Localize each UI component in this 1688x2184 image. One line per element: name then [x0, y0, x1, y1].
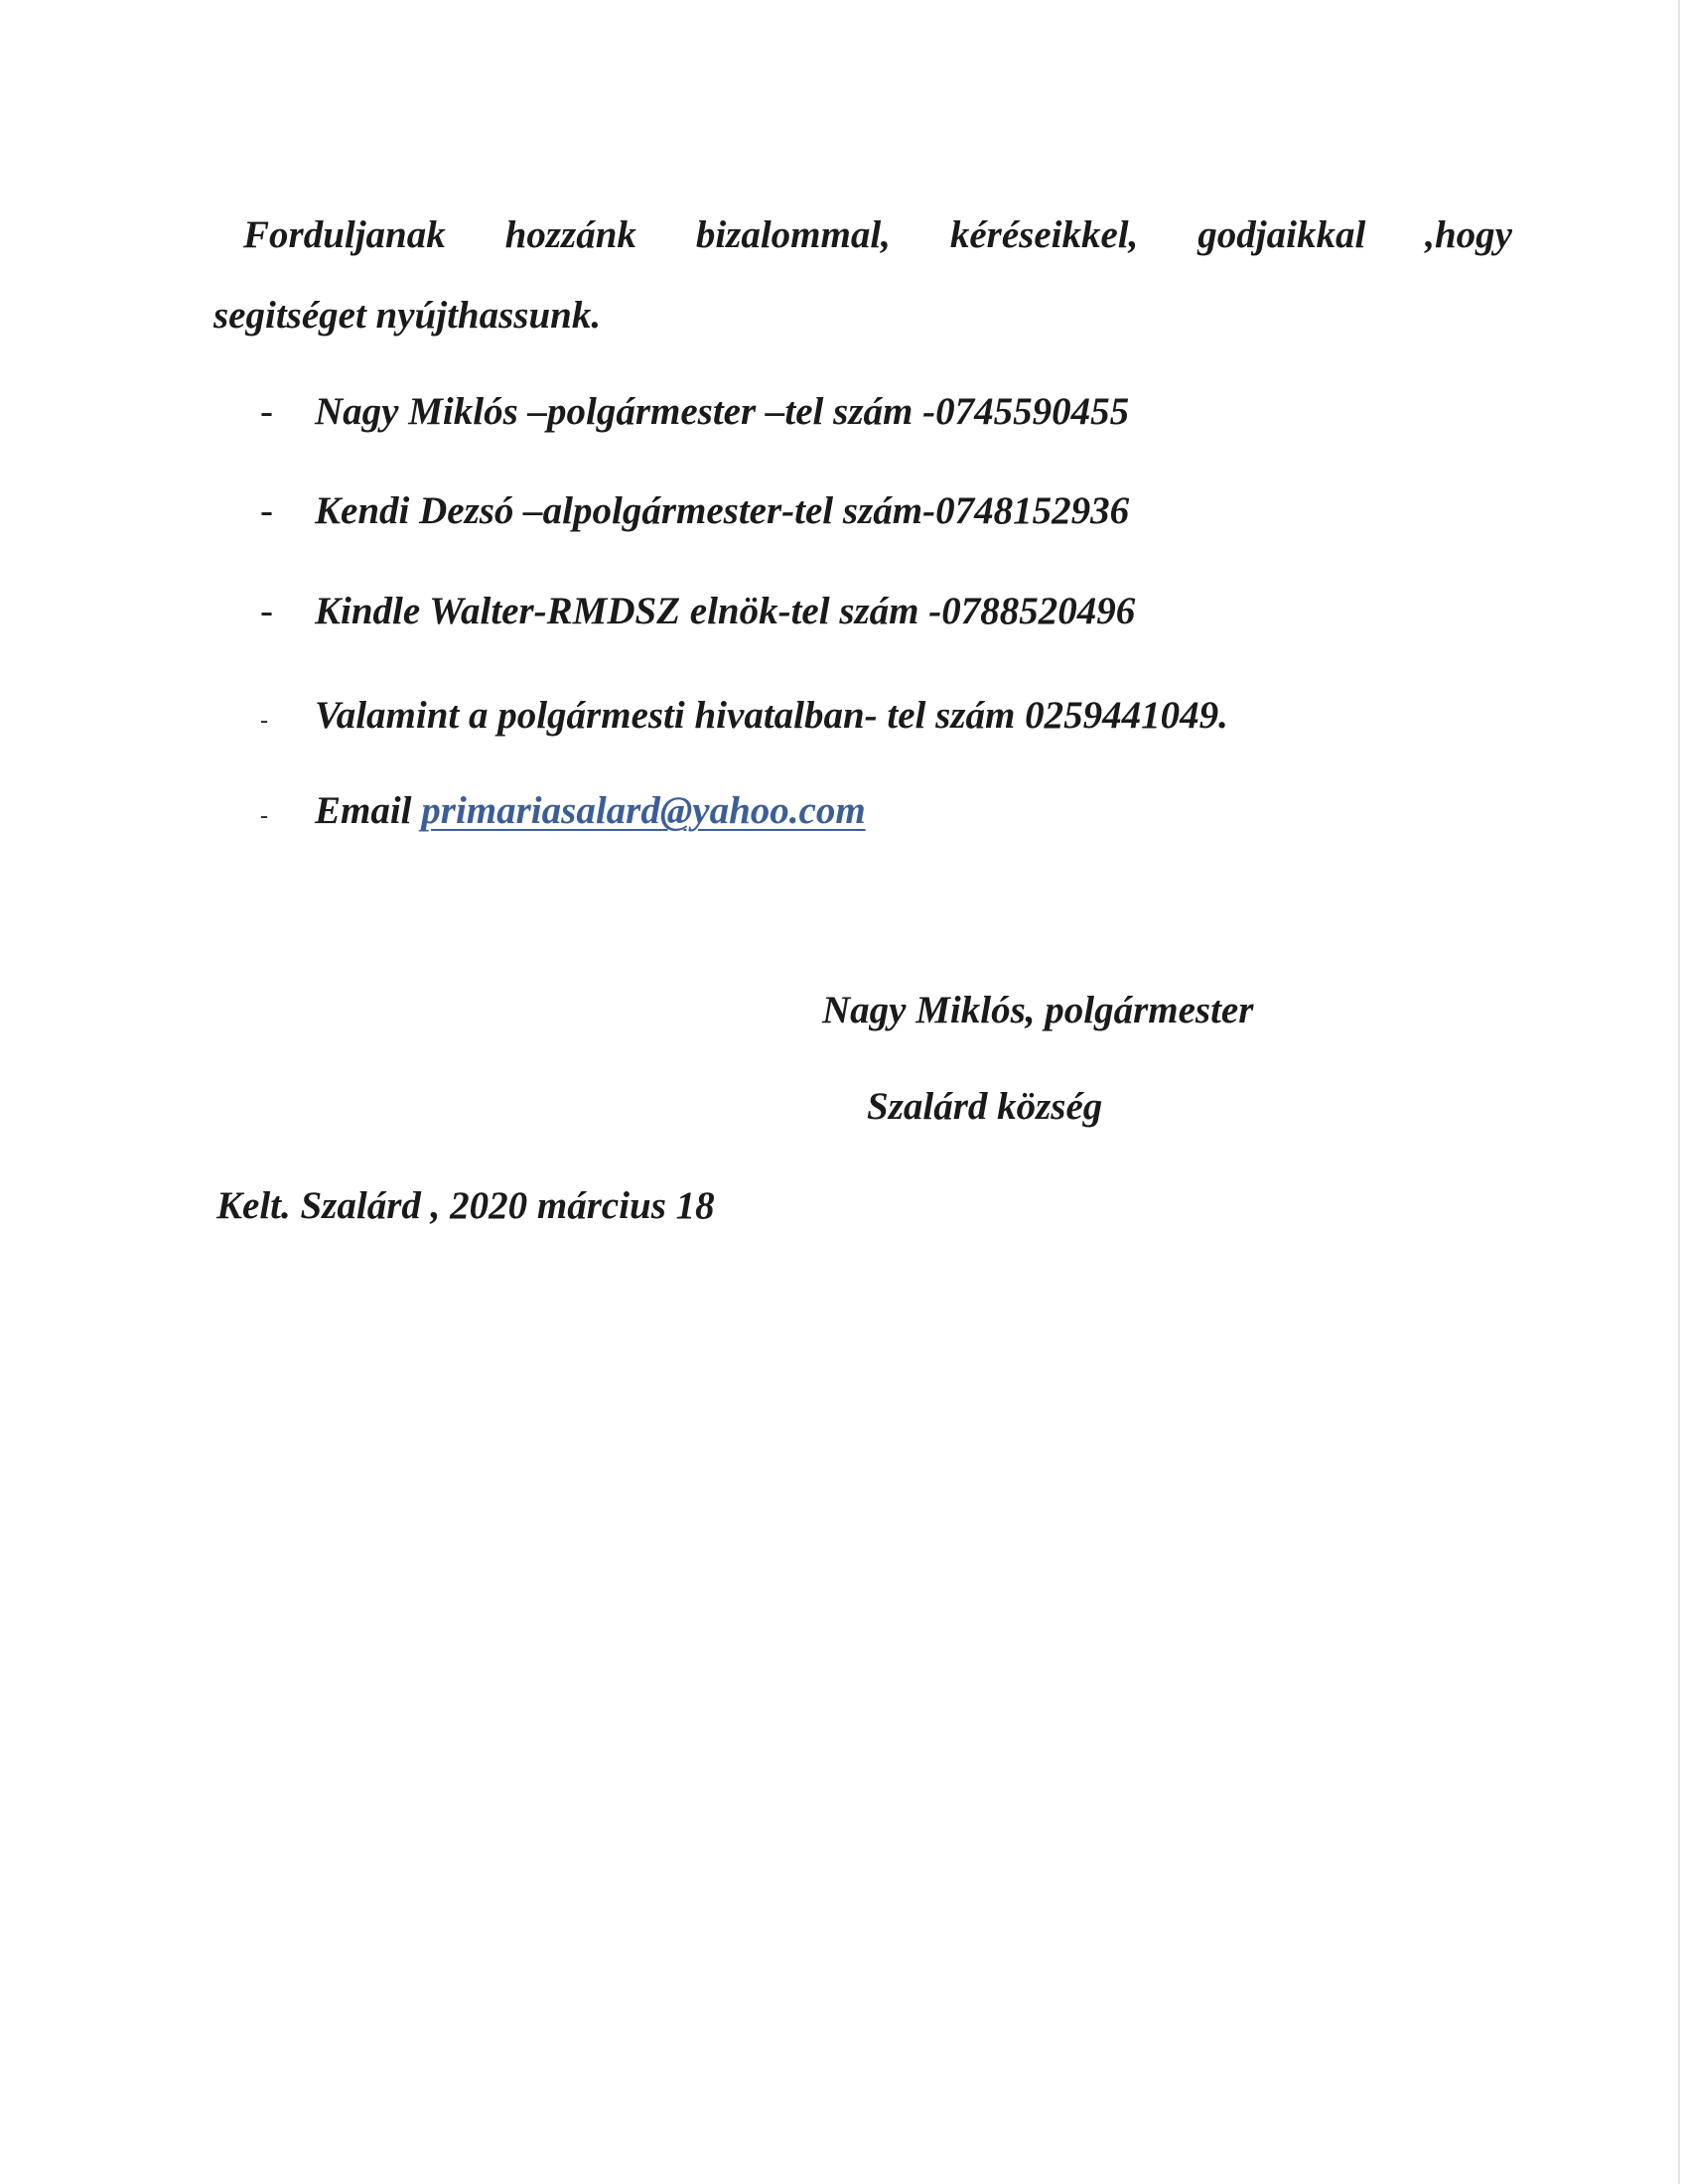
contact-list-item: [260, 481, 1129, 541]
contact-text: Kendi Dezsó –alpolgármester-tel szám-0748152936: [315, 489, 1130, 532]
contact-list-item: [260, 686, 1228, 751]
contact-list-item: [260, 582, 1135, 641]
contact-text: Valamint a polgármesti hivatalban- tel szám 0259441049.: [315, 694, 1228, 737]
signature-place: Szalárd község: [867, 1085, 1103, 1128]
date-line: Kelt. Szalárd , 2020 március 18: [216, 1184, 715, 1227]
intro-paragraph-line-1: [243, 205, 1512, 265]
bullet-dash: -: [260, 489, 273, 532]
bullet-dash: -: [260, 708, 268, 734]
contact-list-item: [260, 382, 1129, 442]
scan-edge-line: [1678, 0, 1680, 2184]
bullet-dash: -: [260, 390, 273, 433]
intro-word: godjaikkal: [1197, 213, 1366, 256]
intro-word: kéréseikkel,: [949, 213, 1139, 256]
contact-text: Nagy Miklós –polgármester –tel szám -0745590455: [315, 390, 1130, 433]
signature-name: Nagy Miklós, polgármester: [822, 989, 1254, 1031]
intro-word: Forduljanak: [243, 213, 446, 256]
intro-word: bizalommal,: [695, 213, 891, 256]
email-list-item: [260, 781, 866, 846]
bullet-dash: -: [260, 803, 268, 829]
intro-paragraph-line-2: segitséget nyújthassunk.: [213, 294, 602, 337]
email-label: Email: [315, 789, 412, 832]
email-link[interactable]: primariasalard@yahoo.com: [421, 789, 866, 832]
intro-word: hozzánk: [504, 213, 636, 256]
intro-word: ,hogy: [1425, 213, 1512, 256]
bullet-dash: -: [260, 590, 273, 632]
contact-text: Kindle Walter-RMDSZ elnök-tel szám -0788520496: [315, 590, 1136, 632]
